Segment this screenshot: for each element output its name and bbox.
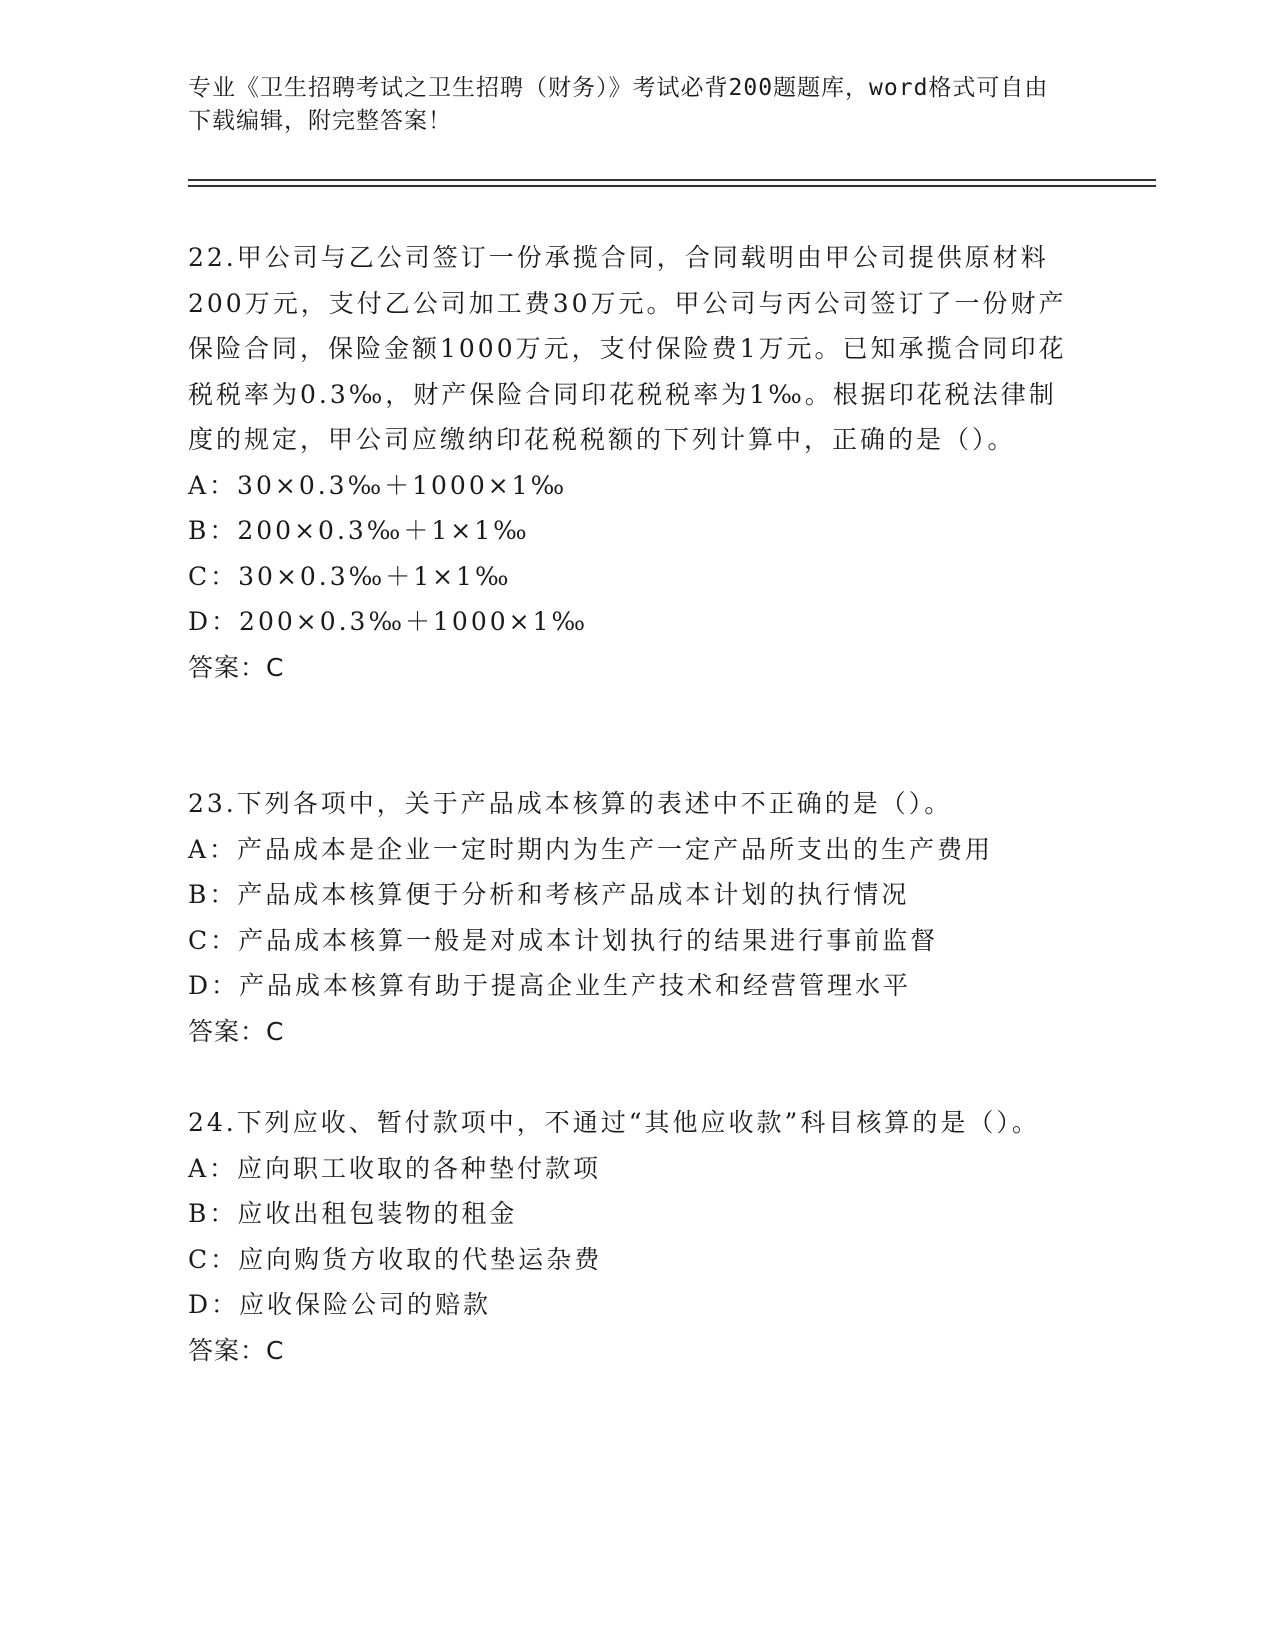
option-d: D：200×0.3‰＋1000×1‰ bbox=[188, 607, 589, 636]
header-divider-bottom bbox=[188, 185, 1156, 187]
answer-line: 答案：C bbox=[188, 652, 285, 682]
option-a: A：应向职工收取的各种垫付款项 bbox=[188, 1153, 602, 1183]
option-d: D：应收保险公司的赔款 bbox=[188, 1290, 492, 1319]
option-c: C：产品成本核算一般是对成本计划执行的结果进行事前监督 bbox=[188, 925, 939, 955]
option-a: A：30×0.3‰＋1000×1‰ bbox=[188, 470, 568, 500]
option-a: A：产品成本是企业一定时期内为生产一定产品所支出的生产费用 bbox=[188, 834, 994, 864]
document-header: 专业《卫生招聘考试之卫生招聘（财务）》考试必背200题题库，word格式可自由下载编辑，附完整答案！ bbox=[188, 75, 1049, 134]
option-b: B：产品成本核算便于分析和考核产品成本计划的执行情况 bbox=[188, 880, 910, 909]
option-c: C：应向购货方收取的代垫运杂费 bbox=[188, 1244, 603, 1274]
option-b: B：应收出租包装物的租金 bbox=[188, 1199, 518, 1228]
question-stem: 24.下列应收、暂付款项中，不通过“其他应收款”科目核算的是（）。 bbox=[188, 1108, 1040, 1137]
question-24 bbox=[188, 1100, 1078, 1373]
option-b: B：200×0.3‰＋1×1‰ bbox=[188, 516, 530, 545]
answer-line: 答案：C bbox=[188, 1016, 285, 1046]
question-22 bbox=[188, 235, 1078, 690]
option-d: D：产品成本核算有助于提高企业生产技术和经营管理水平 bbox=[188, 971, 912, 1000]
question-stem: 23.下列各项中，关于产品成本核算的表述中不正确的是（）。 bbox=[188, 789, 953, 818]
option-c: C：30×0.3‰＋1×1‰ bbox=[188, 561, 512, 591]
answer-line: 答案：C bbox=[188, 1335, 285, 1365]
question-stem: 22.甲公司与乙公司签订一份承揽合同，合同载明由甲公司提供原材料200万元，支付乙公司加工费30万元。甲公司与丙公司签订了一份财产保险合同，保险金额1000万元，支付保险费1万元。已知承揽合同印花税税率为0.3‰，财产保险合同印花税税率为1‰。根据印花税法律制度的规定，甲公司应缴纳印花税税额的下列计算中，正确的是（）。 bbox=[188, 243, 1067, 454]
question-23 bbox=[188, 781, 1078, 1054]
header-divider-top bbox=[188, 179, 1156, 181]
